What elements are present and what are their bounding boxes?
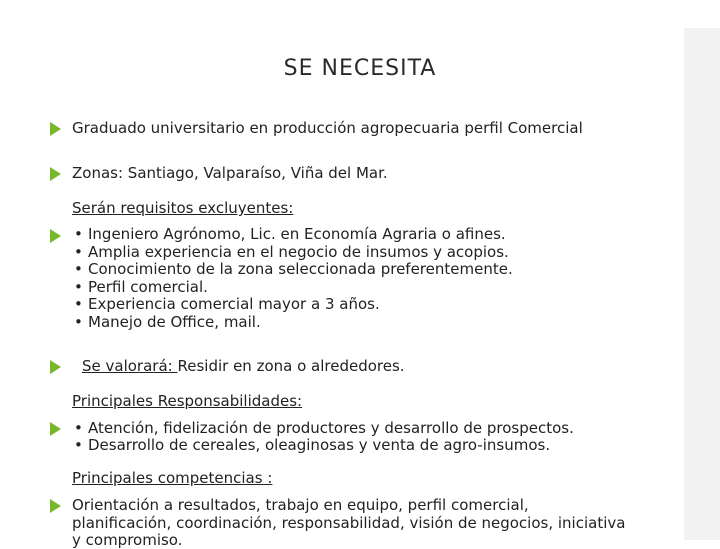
bullet-arrow-icon [50, 122, 61, 136]
profile-text: Graduado universitario en producción agropecuaria perfil Comercial [72, 119, 583, 137]
bullet-arrow-icon [50, 499, 61, 513]
bullet-arrow-icon [50, 422, 61, 436]
valued-value: Residir en zona o alrededores. [177, 357, 405, 375]
competencies-line-3: y compromiso. [72, 531, 183, 549]
zones-value: Santiago, Valparaíso, Viña del Mar. [123, 164, 388, 182]
requirements-list [74, 226, 513, 331]
list-item: • Manejo de Office, mail. [74, 312, 261, 331]
competencies-line-1: Orientación a resultados, trabajo en equipo, perfil comercial, [72, 496, 529, 514]
list-item: • Conocimiento de la zona seleccionada preferentemente. [74, 260, 513, 278]
responsibility-item: • Atención, fidelización de productores y desarrollo de prospectos. [74, 419, 574, 437]
requirements-heading: Serán requisitos excluyentes: [72, 199, 294, 217]
valued-line [82, 357, 405, 375]
list-item: • Ingeniero Agrónomo, Lic. en Economía Agraria o afines. [74, 225, 506, 243]
competencies-line-2: planificación, coordinación, responsabilidad, visión de negocios, iniciativa [72, 514, 626, 532]
competencies-heading: Principales competencias : [72, 469, 273, 487]
valued-label: Se valorará: [82, 357, 178, 375]
list-item: • Amplia experiencia en el negocio de insumos y acopios. [74, 242, 509, 261]
zones-line [72, 164, 388, 182]
list-item: • Perfil comercial. [74, 277, 208, 296]
bullet-arrow-icon [50, 229, 61, 243]
bullet-arrow-icon [50, 360, 61, 374]
responsibility-item: • Desarrollo de cereales, oleaginosas y venta de agro-insumos. [74, 436, 551, 454]
page-title: SE NECESITA [283, 56, 437, 81]
side-strip [684, 28, 720, 540]
responsibilities-heading: Principales Responsabilidades: [72, 392, 303, 410]
zones-label: Zonas: [72, 164, 124, 182]
list-item: • Experiencia comercial mayor a 3 años. [74, 295, 380, 313]
bullet-arrow-icon [50, 167, 61, 181]
